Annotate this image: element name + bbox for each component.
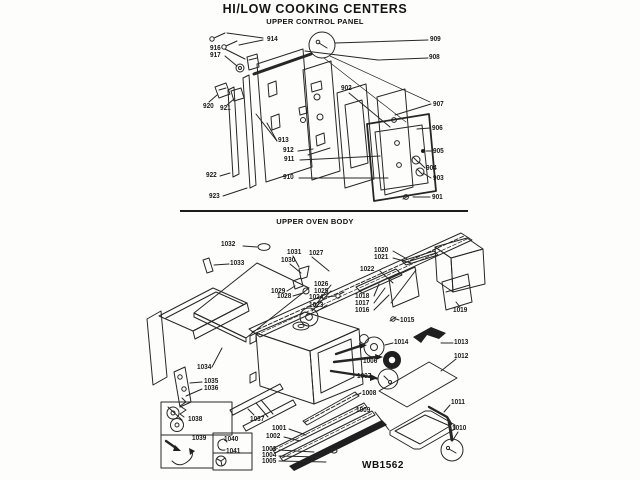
part-label-1006: 1006 (363, 358, 378, 365)
part-label-1039: 1039 (192, 435, 207, 442)
part-label-905: 905 (433, 148, 444, 155)
part-label-1017: 1017 (355, 300, 370, 307)
part-label-1036: 1036 (204, 385, 219, 392)
part-label-1025: 1025 (314, 288, 329, 295)
part-label-909: 909 (430, 36, 441, 43)
part-label-1009: 1009 (356, 407, 371, 414)
part-label-1034: 1034 (197, 364, 212, 371)
part-label-1037: 1037 (250, 416, 265, 423)
part-label-1022: 1022 (360, 266, 375, 273)
part-label-901: 901 (432, 194, 443, 201)
part-label-1007: 1007 (357, 373, 372, 380)
part-label-1003: 1003 (262, 446, 277, 453)
part-label-1038: 1038 (188, 416, 203, 423)
part-label-906: 906 (432, 125, 443, 132)
part-label-1011: 1011 (451, 399, 465, 406)
part-label-1028: 1028 (277, 293, 292, 300)
part-label-913: 913 (278, 137, 289, 144)
small-parts-916-921 (215, 54, 259, 101)
callout-circle-909 (254, 32, 430, 122)
part-label-921: 921 (220, 105, 231, 112)
page-title: HI/LOW COOKING CENTERS (222, 2, 408, 16)
upper-section-title: UPPER CONTROL PANEL (266, 17, 364, 26)
top-small-parts-1032-1033 (203, 244, 270, 273)
part-label-908: 908 (429, 54, 440, 61)
diagram-number: WB1562 (362, 460, 404, 471)
part-label-923: 923 (209, 193, 220, 200)
lower-section-title: UPPER OVEN BODY (276, 217, 354, 226)
part-label-1016: 1016 (355, 307, 370, 314)
part-label-1041: 1041 (226, 448, 241, 455)
part-label-1019: 1019 (453, 307, 468, 314)
part-label-1001: 1001 (272, 425, 287, 432)
part-label-1021: 1021 (374, 254, 389, 261)
part-label-916: 916 (210, 45, 221, 52)
door-frame-906 (367, 114, 436, 201)
part-label-912: 912 (283, 147, 294, 154)
part-label-902: 902 (341, 85, 352, 92)
part-label-1029: 1029 (271, 288, 286, 295)
part-label-911: 911 (284, 156, 295, 163)
part-label-917: 917 (210, 52, 221, 59)
part-label-1002: 1002 (266, 433, 281, 440)
part-label-1030: 1030 (281, 257, 296, 264)
part-label-920: 920 (203, 103, 214, 110)
part-label-910: 910 (283, 174, 294, 181)
part-label-1031: 1031 (287, 249, 302, 256)
part-label-1013: 1013 (454, 339, 469, 346)
part-label-1020: 1020 (374, 247, 389, 254)
part-label-1024: 1024 (309, 294, 324, 301)
part-label-914: 914 (267, 36, 278, 43)
part-label-1010: 1010 (452, 425, 467, 432)
part-label-1008: 1008 (362, 390, 377, 397)
part-label-1032: 1032 (221, 241, 236, 248)
part-label-1035: 1035 (204, 378, 219, 385)
part-label-1015: 1015 (400, 317, 415, 324)
part-label-1023: 1023 (309, 302, 324, 309)
part-label-922: 922 (206, 172, 217, 179)
part-label-1012: 1012 (454, 353, 469, 360)
part-label-904: 904 (426, 165, 437, 172)
part-label-1027: 1027 (309, 250, 324, 257)
part-label-1004: 1004 (262, 452, 277, 459)
part-label-1033: 1033 (230, 260, 245, 267)
rack-1009-rod-1011-screw-1010 (375, 405, 463, 461)
part-label-1040: 1040 (224, 436, 239, 443)
h-frame-1037 (230, 384, 296, 431)
part-label-903: 903 (433, 175, 444, 182)
knobs-and-clips-901-905 (403, 149, 425, 199)
section-divider (180, 210, 468, 212)
part-label-907: 907 (433, 101, 444, 108)
part-label-1026: 1026 (314, 281, 329, 288)
part-label-1018: 1018 (355, 293, 370, 300)
front-panel-902 (377, 89, 413, 195)
part-label-1005: 1005 (262, 458, 277, 465)
part-label-1014: 1014 (394, 339, 409, 346)
